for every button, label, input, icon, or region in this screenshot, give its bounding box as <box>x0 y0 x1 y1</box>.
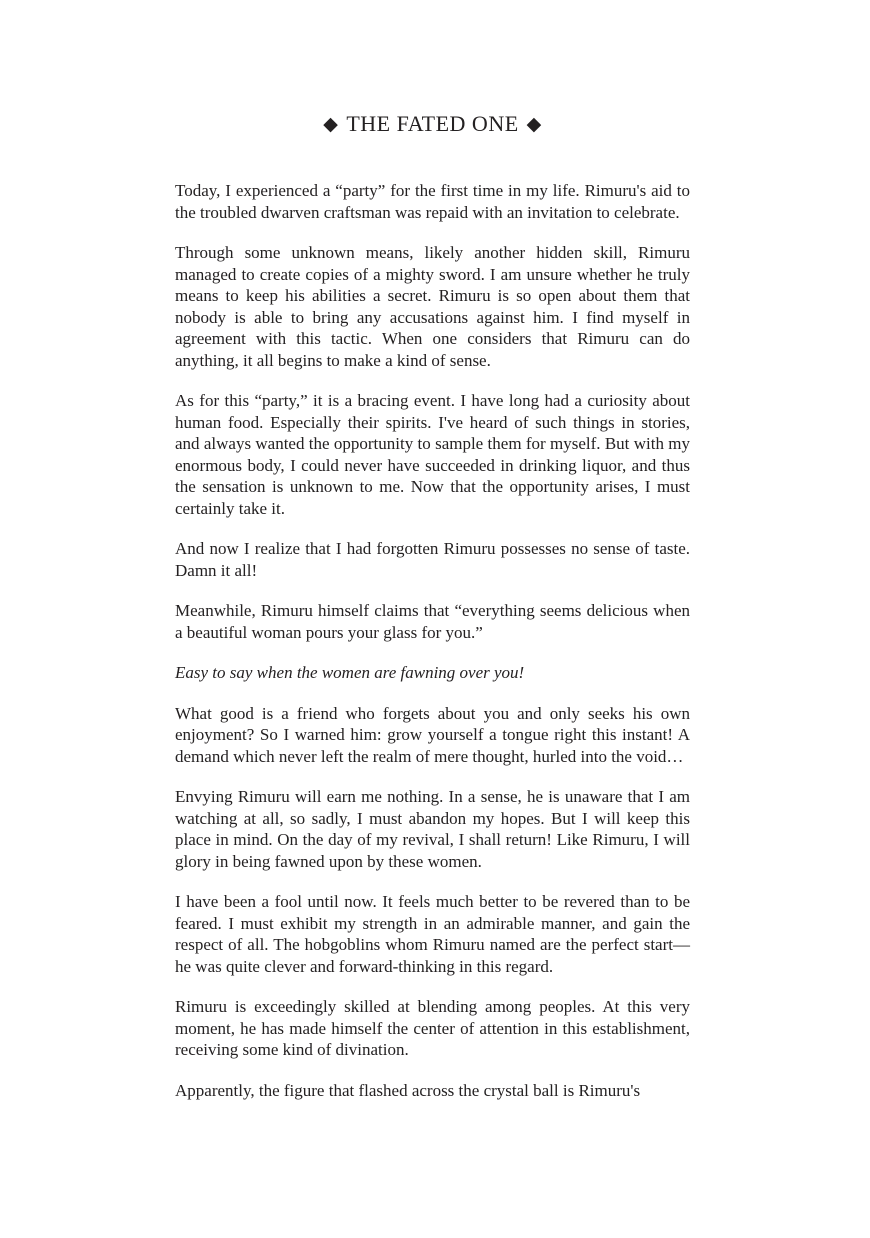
diamond-ornament-right-icon: ◆ <box>526 114 542 135</box>
paragraph: Rimuru is exceedingly skilled at blending among peoples. At this very moment, he has made himself the center of attention in this establishment, receiving some kind of divination. <box>175 997 690 1059</box>
paragraph: As for this “party,” it is a bracing event. I have long had a curiosity about human food. Especially their spirits. I've heard of such things in stories, and always wanted the opportunity to sample them for myself. But with my enormous body, I could never have succeeded in drinking liquor, and thus the sensation is unknown to me. Now that the opportunity arises, I must certainly take it. <box>175 391 690 518</box>
paragraph: What good is a friend who forgets about you and only seeks his own enjoyment? So I warned him: grow yourself a tongue right this instant! A demand which never left the realm of mere thought, hurled into the void… <box>175 703 690 766</box>
paragraph: Envying Rimuru will earn me nothing. In a sense, he is unaware that I am watching at all, so sadly, I must abandon my hopes. But I will keep this place in mind. On the day of my revival, I shall return! Like Rimuru, I will glory in being fawned upon by these women. <box>175 787 690 871</box>
paragraph: Today, I experienced a “party” for the first time in my life. Rimuru's aid to the troubled dwarven craftsman was repaid with an invitation to celebrate. <box>175 181 690 222</box>
paragraph: Meanwhile, Rimuru himself claims that “everything seems delicious when a beautiful woman pours your glass for you.” <box>175 601 690 642</box>
chapter-title-text: THE FATED ONE <box>346 111 519 136</box>
chapter-body <box>175 180 690 1101</box>
paragraph: Through some unknown means, likely another hidden skill, Rimuru managed to create copies of a mighty sword. I am unsure whether he truly means to keep his abilities a secret. Rimuru is so open about them that nobody is able to bring any accusations against him. I find myself in agreement with this tactic. When one considers that Rimuru can do anything, it all begins to make a kind of sense. <box>175 243 690 370</box>
diamond-ornament-left-icon: ◆ <box>323 114 339 135</box>
chapter-title <box>175 110 690 140</box>
paragraph: And now I realize that I had forgotten Rimuru possesses no sense of taste. Damn it all! <box>175 539 690 580</box>
paragraph: I have been a fool until now. It feels much better to be revered than to be feared. I must exhibit my strength in an admirable manner, and gain the respect of all. The hobgoblins whom Rimuru named are the perfect start—he was quite clever and forward-thinking in this regard. <box>175 892 690 976</box>
paragraph: Apparently, the figure that flashed across the crystal ball is Rimuru's <box>175 1080 641 1100</box>
paragraph: Easy to say when the women are fawning over you! <box>175 663 525 682</box>
